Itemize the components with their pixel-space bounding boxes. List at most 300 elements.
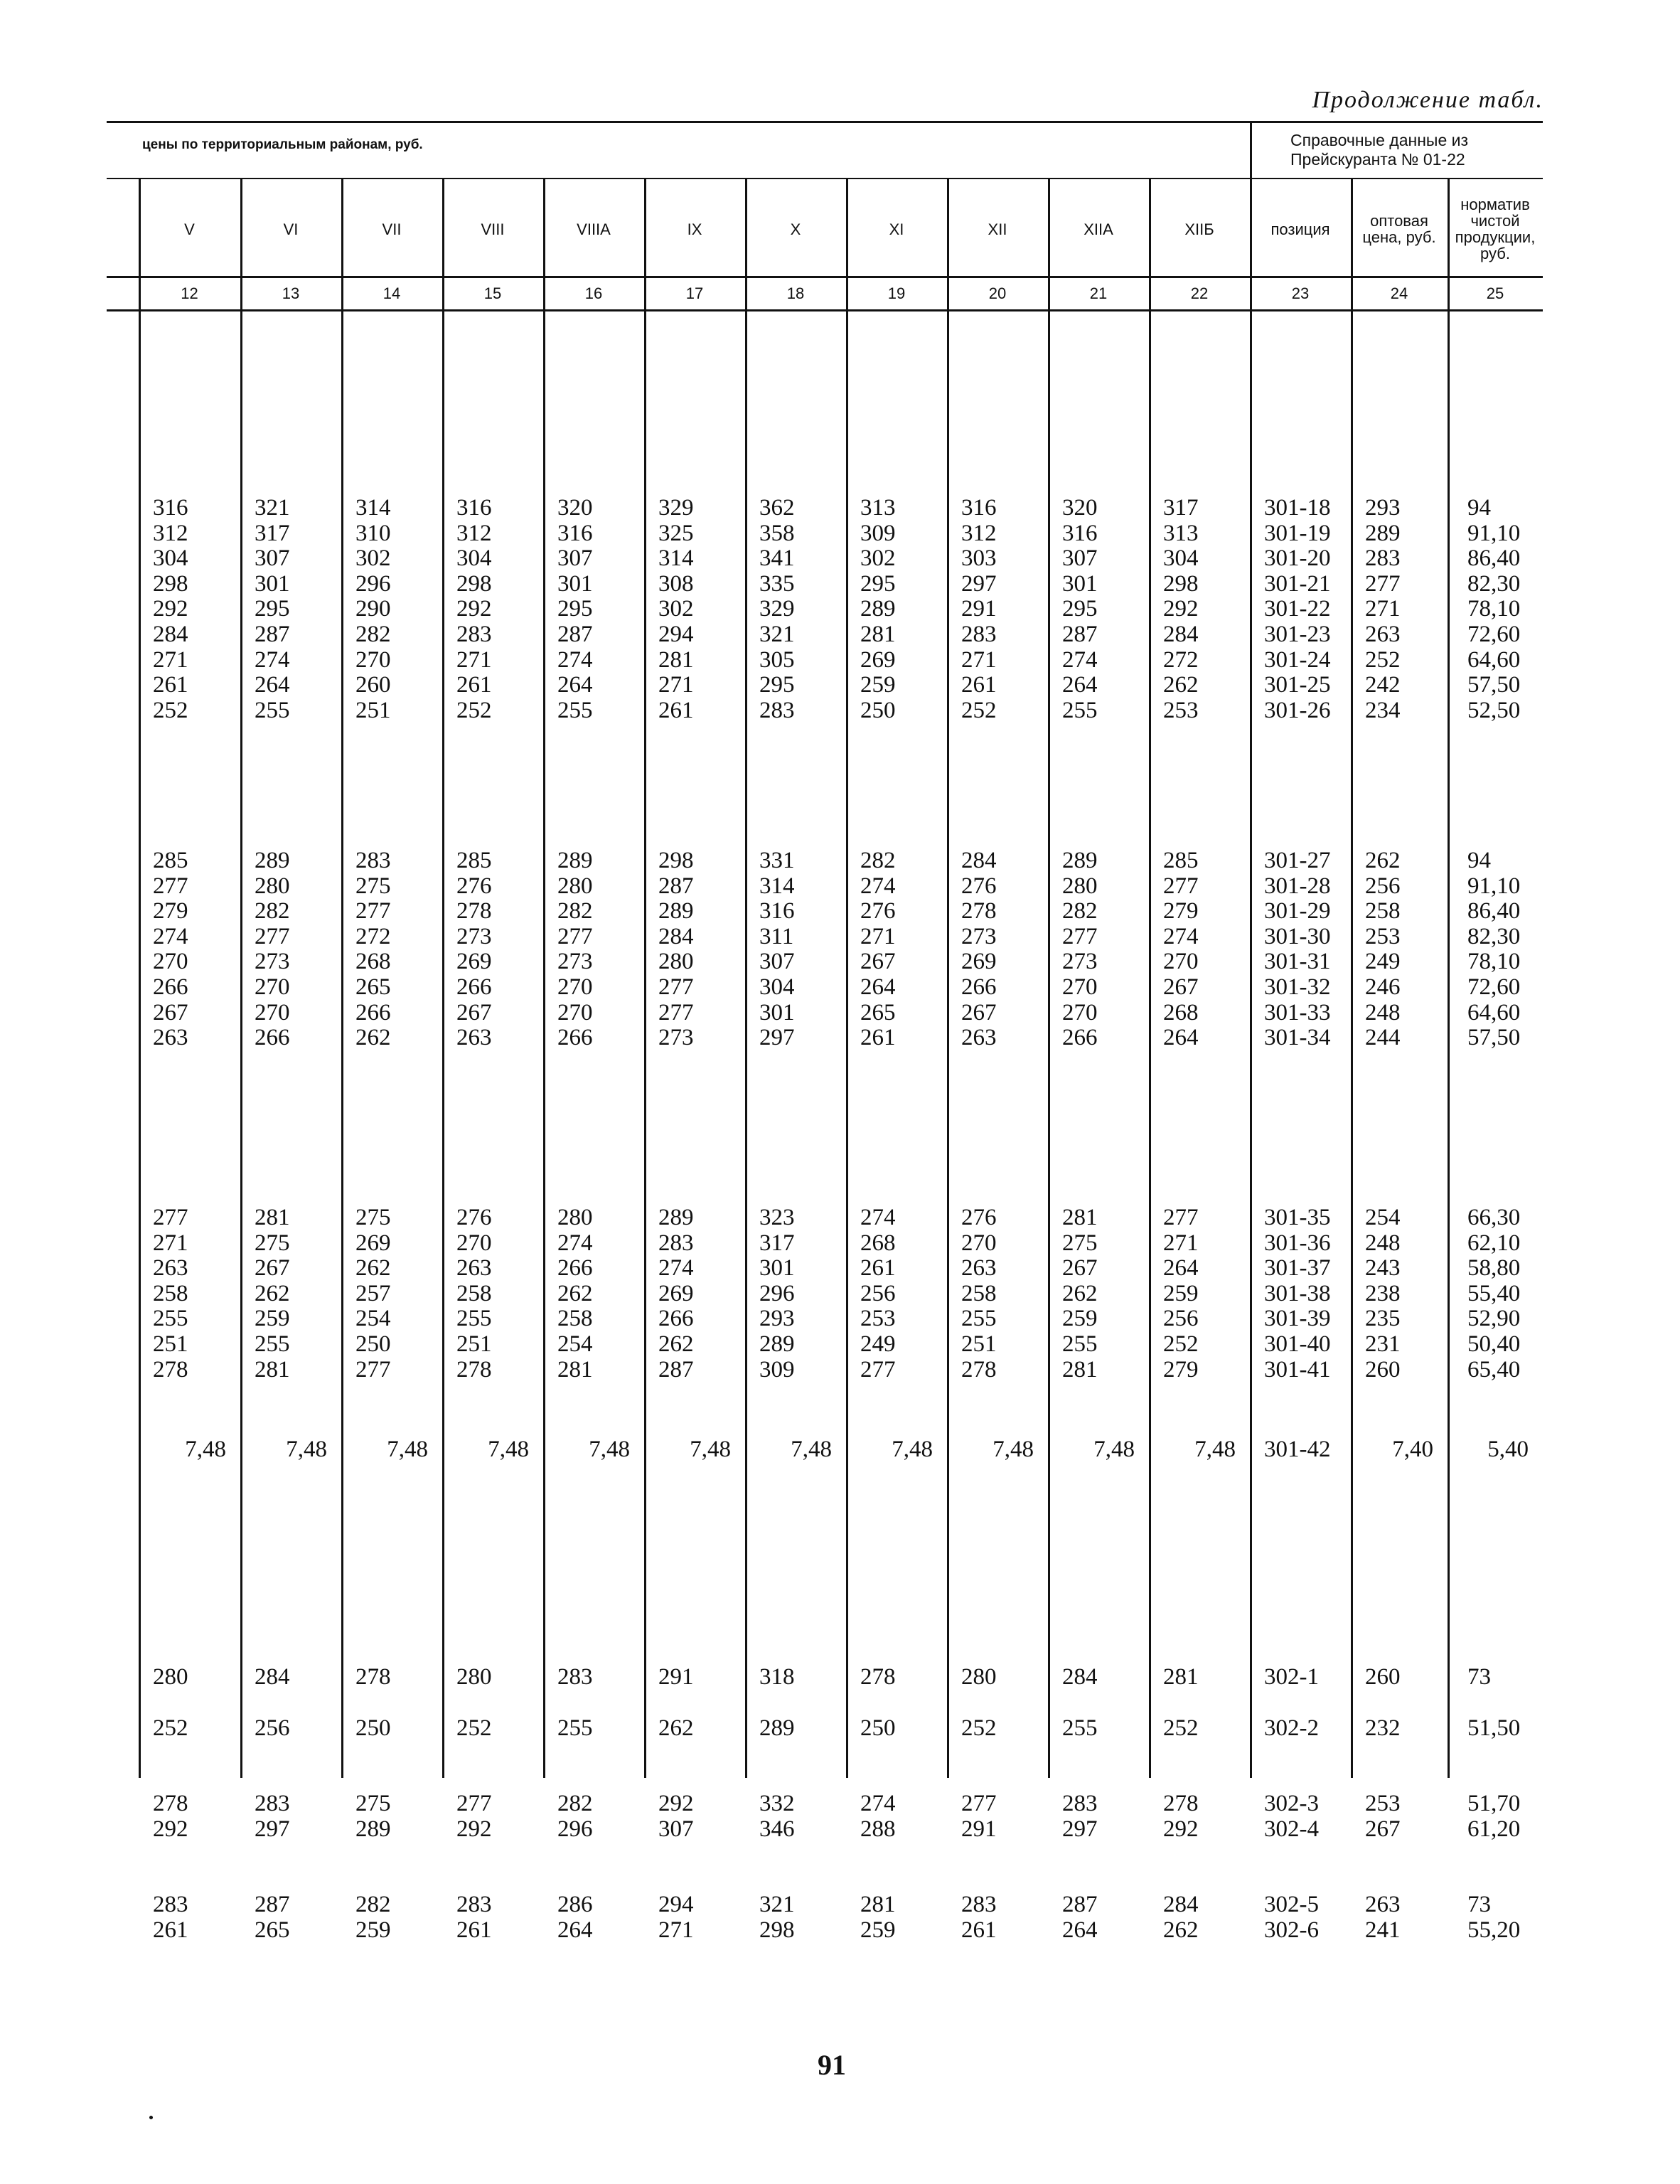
table-cell: 284: [255, 1664, 290, 1690]
column-header: VI: [283, 220, 299, 238]
table-cell: 289: [1062, 848, 1098, 873]
table-cell: 242: [1365, 672, 1401, 698]
table-cell: 267: [961, 999, 997, 1026]
table-cell: 7,48: [690, 1437, 731, 1462]
table-cell: 263: [153, 1255, 188, 1282]
continuation-title: Продолжение табл.: [1312, 87, 1543, 113]
column-number: 21: [1089, 284, 1108, 302]
table-cell: 73: [1467, 1892, 1491, 1917]
table-cell: 301-18: [1264, 495, 1331, 521]
table-cell: 314: [658, 545, 694, 572]
table-cell: 262: [355, 1025, 391, 1051]
table-cell: 7,48: [488, 1437, 529, 1462]
column-number: 23: [1291, 284, 1310, 302]
table-cell: 265: [860, 999, 896, 1026]
table-cell: 264: [255, 672, 290, 698]
table-cell: 296: [355, 570, 391, 597]
table-cell: 304: [153, 545, 188, 572]
table-cell: 262: [1163, 1917, 1199, 1943]
table-cell: 287: [255, 1892, 290, 1917]
column-number: 17: [685, 284, 704, 302]
table-cell: 280: [456, 1664, 492, 1690]
table-cell: 276: [456, 873, 492, 899]
table-cell: 316: [153, 495, 188, 521]
table-cell: 335: [759, 570, 795, 597]
table-cell: 277: [860, 1356, 896, 1383]
table-cell: 310: [355, 520, 391, 546]
table-cell: 255: [557, 697, 593, 723]
table-cell: 264: [557, 1917, 593, 1943]
table-cell: 294: [658, 622, 694, 647]
table-cell: 280: [255, 873, 290, 899]
table-cell: 262: [557, 1280, 593, 1306]
table-cell: 269: [658, 1280, 694, 1306]
table-cell: 263: [1365, 1892, 1401, 1917]
table-cell: 271: [153, 1230, 188, 1256]
table-cell: 297: [1062, 1816, 1098, 1842]
table-cell: 313: [860, 495, 896, 521]
column-header: IX: [687, 220, 702, 238]
table-cell: 273: [658, 1025, 694, 1051]
table-cell: 271: [658, 672, 694, 698]
table-cell: 303: [961, 545, 997, 572]
table-cell: 316: [456, 495, 492, 521]
table-cell: 254: [355, 1306, 391, 1332]
table-cell: 259: [255, 1306, 290, 1332]
table-cell: 267: [1062, 1255, 1098, 1282]
table-cell: 274: [557, 646, 593, 673]
table-cell: 283: [153, 1892, 188, 1917]
table-cell: 267: [1365, 1816, 1401, 1842]
table-cell: 264: [860, 974, 896, 1000]
table-cell: 270: [153, 949, 188, 975]
table-cell: 251: [961, 1331, 997, 1357]
table-cell: 292: [153, 1816, 188, 1842]
column-divider: [745, 178, 747, 1778]
table-cell: 277: [557, 923, 593, 949]
table-cell: 282: [860, 848, 896, 873]
table-cell: 7,48: [1093, 1437, 1135, 1462]
table-cell: 311: [759, 923, 794, 949]
column-header: норматив чистой продукции, руб.: [1455, 196, 1536, 262]
table-cell: 270: [1062, 999, 1098, 1026]
table-cell: 284: [1163, 1892, 1199, 1917]
table-cell: 309: [860, 520, 896, 546]
table-cell: 254: [1365, 1205, 1401, 1230]
table-cell: 256: [1163, 1306, 1199, 1332]
table-cell: 309: [759, 1356, 795, 1383]
table-cell: 283: [1365, 545, 1401, 572]
table-cell: 255: [153, 1306, 188, 1332]
column-header: X: [790, 220, 801, 238]
table-cell: 257: [355, 1280, 391, 1306]
table-cell: 246: [1365, 974, 1401, 1000]
table-cell: 271: [153, 646, 188, 673]
table-cell: 256: [255, 1715, 290, 1741]
table-cell: 283: [255, 1791, 290, 1816]
table-cell: 301-36: [1264, 1230, 1331, 1256]
table-cell: 301-29: [1264, 898, 1331, 925]
table-cell: 278: [153, 1356, 188, 1383]
column-number: 13: [282, 284, 300, 302]
table-cell: 292: [153, 596, 188, 622]
table-cell: 7,48: [993, 1437, 1034, 1462]
table-cell: 275: [355, 873, 391, 899]
table-cell: 297: [255, 1816, 290, 1842]
table-cell: 253: [1365, 923, 1401, 949]
table-cell: 281: [860, 622, 896, 647]
table-cell: 278: [456, 898, 492, 925]
table-cell: 321: [759, 622, 795, 647]
table-cell: 278: [153, 1791, 188, 1816]
table-cell: 296: [557, 1816, 593, 1842]
table-cell: 262: [255, 1280, 290, 1306]
table-cell: 270: [1062, 974, 1098, 1000]
table-cell: 280: [153, 1664, 188, 1690]
column-number: 24: [1390, 284, 1408, 302]
table-cell: 316: [759, 898, 795, 925]
column-number: 18: [786, 284, 805, 302]
table-cell: 262: [658, 1715, 694, 1741]
table-cell: 250: [860, 697, 896, 723]
table-cell: 274: [255, 646, 290, 673]
table-cell: 264: [1062, 1917, 1098, 1943]
table-cell: 301-26: [1264, 697, 1331, 723]
table-cell: 277: [355, 898, 391, 925]
table-cell: 287: [1062, 622, 1098, 647]
table-cell: 7,40: [1392, 1437, 1433, 1462]
table-cell: 292: [456, 1816, 492, 1842]
table-cell: 301-30: [1264, 923, 1331, 949]
table-cell: 277: [961, 1791, 997, 1816]
column-header: VII: [382, 220, 402, 238]
table-cell: 317: [759, 1230, 795, 1256]
table-cell: 266: [1062, 1025, 1098, 1051]
table-cell: 279: [1163, 1356, 1199, 1383]
table-cell: 289: [1365, 520, 1401, 546]
table-cell: 280: [557, 1205, 593, 1230]
table-cell: 259: [860, 672, 896, 698]
colhead-bottom-rule: [107, 276, 1543, 278]
table-cell: 281: [255, 1356, 290, 1383]
table-cell: 287: [1062, 1892, 1098, 1917]
table-cell: 270: [557, 999, 593, 1026]
table-cell: 279: [1163, 898, 1199, 925]
table-cell: 301-25: [1264, 672, 1331, 698]
table-cell: 268: [1163, 999, 1199, 1026]
table-cell: 295: [759, 672, 795, 698]
table-cell: 258: [456, 1280, 492, 1306]
table-cell: 266: [255, 1025, 290, 1051]
table-cell: 273: [557, 949, 593, 975]
column-number: 20: [988, 284, 1007, 302]
table-cell: 57,50: [1467, 672, 1521, 698]
table-cell: 252: [961, 1715, 997, 1741]
table-cell: 316: [961, 495, 997, 521]
column-header: оптовая цена, руб.: [1362, 212, 1436, 246]
table-cell: 94: [1467, 848, 1491, 873]
table-cell: 262: [1365, 848, 1401, 873]
table-cell: 290: [355, 596, 391, 622]
column-header: XI: [889, 220, 904, 238]
top-rule: [107, 121, 1543, 123]
table-cell: 296: [759, 1280, 795, 1306]
table-cell: 313: [1163, 520, 1199, 546]
table-cell: 253: [1163, 697, 1199, 723]
table-cell: 274: [1163, 923, 1199, 949]
table-cell: 302-1: [1264, 1664, 1319, 1690]
table-cell: 285: [1163, 848, 1199, 873]
column-divider: [543, 178, 545, 1778]
column-header: XIIБ: [1184, 220, 1214, 238]
table-cell: 307: [557, 545, 593, 572]
table-cell: 250: [355, 1331, 391, 1357]
table-cell: 317: [255, 520, 290, 546]
table-cell: 292: [1163, 1816, 1199, 1842]
table-cell: 318: [759, 1664, 795, 1690]
table-cell: 276: [456, 1205, 492, 1230]
table-cell: 273: [255, 949, 290, 975]
table-cell: 249: [1365, 949, 1401, 975]
table-cell: 304: [456, 545, 492, 572]
table-cell: 301-40: [1264, 1331, 1331, 1357]
header-rule: [107, 178, 1543, 179]
table-cell: 253: [860, 1306, 896, 1332]
table-cell: 72,60: [1467, 622, 1521, 647]
table-cell: 252: [153, 697, 188, 723]
table-cell: 282: [1062, 898, 1098, 925]
column-divider: [1048, 178, 1050, 1778]
column-number: 19: [887, 284, 906, 302]
table-cell: 270: [456, 1230, 492, 1256]
table-cell: 295: [255, 596, 290, 622]
table-cell: 91,10: [1467, 873, 1521, 899]
table-cell: 321: [759, 1892, 795, 1917]
table-cell: 256: [1365, 873, 1401, 899]
table-cell: 276: [961, 1205, 997, 1230]
table-cell: 270: [961, 1230, 997, 1256]
table-cell: 7,48: [791, 1437, 832, 1462]
table-cell: 277: [355, 1356, 391, 1383]
table-cell: 265: [355, 974, 391, 1000]
table-cell: 308: [658, 570, 694, 597]
table-cell: 280: [658, 949, 694, 975]
table-cell: 304: [759, 974, 795, 1000]
table-cell: 277: [153, 873, 188, 899]
table-cell: 283: [759, 697, 795, 723]
table-cell: 281: [860, 1892, 896, 1917]
table-cell: 302: [355, 545, 391, 572]
table-cell: 72,60: [1467, 974, 1521, 1000]
column-divider: [644, 178, 646, 1778]
table-cell: 289: [658, 1205, 694, 1230]
table-cell: 255: [557, 1715, 593, 1741]
table-cell: 232: [1365, 1715, 1401, 1741]
table-cell: 277: [658, 974, 694, 1000]
table-cell: 261: [153, 672, 188, 698]
table-cell: 270: [255, 974, 290, 1000]
table-cell: 281: [557, 1356, 593, 1383]
table-cell: 291: [658, 1664, 694, 1690]
table-cell: 289: [557, 848, 593, 873]
table-cell: 295: [1062, 596, 1098, 622]
column-header: позиция: [1270, 220, 1330, 238]
table-cell: 94: [1467, 495, 1491, 521]
table-cell: 266: [658, 1306, 694, 1332]
table-cell: 283: [1062, 1791, 1098, 1816]
table-cell: 289: [255, 848, 290, 873]
table-cell: 234: [1365, 697, 1401, 723]
table-cell: 301-35: [1264, 1205, 1331, 1230]
table-cell: 302-2: [1264, 1715, 1319, 1741]
table-cell: 316: [1062, 520, 1098, 546]
table-cell: 286: [557, 1892, 593, 1917]
table-cell: 269: [456, 949, 492, 975]
table-cell: 7,48: [589, 1437, 630, 1462]
table-cell: 323: [759, 1205, 795, 1230]
column-header: VIIIA: [577, 220, 611, 238]
table-cell: 7,48: [286, 1437, 327, 1462]
table-cell: 277: [456, 1791, 492, 1816]
table-cell: 301: [255, 570, 290, 597]
table-cell: 251: [153, 1331, 188, 1357]
table-cell: 284: [153, 622, 188, 647]
table-cell: 281: [1062, 1205, 1098, 1230]
table-cell: 297: [961, 570, 997, 597]
table-cell: 273: [1062, 949, 1098, 975]
table-cell: 266: [355, 999, 391, 1026]
column-divider: [1149, 178, 1151, 1778]
table-cell: 298: [658, 848, 694, 873]
column-number: 25: [1486, 284, 1504, 302]
table-cell: 241: [1365, 1917, 1401, 1943]
table-cell: 82,30: [1467, 923, 1521, 949]
table-cell: 294: [658, 1892, 694, 1917]
table-cell: 250: [355, 1715, 391, 1741]
table-cell: 301-41: [1264, 1356, 1331, 1383]
table-cell: 292: [1163, 596, 1199, 622]
table-cell: 277: [1062, 923, 1098, 949]
table-cell: 270: [255, 999, 290, 1026]
table-cell: 262: [1062, 1280, 1098, 1306]
table-cell: 314: [759, 873, 795, 899]
table-cell: 258: [153, 1280, 188, 1306]
table-cell: 263: [153, 1025, 188, 1051]
table-cell: 274: [860, 1791, 896, 1816]
table-cell: 231: [1365, 1331, 1401, 1357]
table-cell: 274: [153, 923, 188, 949]
table-cell: 278: [456, 1356, 492, 1383]
table-cell: 57,50: [1467, 1025, 1521, 1051]
table-cell: 307: [1062, 545, 1098, 572]
table-cell: 82,30: [1467, 570, 1521, 597]
table-cell: 248: [1365, 1230, 1401, 1256]
table-cell: 278: [355, 1664, 391, 1690]
table-cell: 73: [1467, 1664, 1491, 1690]
table-cell: 281: [1062, 1356, 1098, 1383]
table-cell: 273: [961, 923, 997, 949]
table-cell: 312: [153, 520, 188, 546]
table-cell: 287: [658, 1356, 694, 1383]
table-cell: 285: [153, 848, 188, 873]
table-cell: 255: [961, 1306, 997, 1332]
table-cell: 50,40: [1467, 1331, 1521, 1357]
table-cell: 252: [1163, 1331, 1199, 1357]
table-cell: 289: [759, 1331, 795, 1357]
table-cell: 252: [456, 697, 492, 723]
table-cell: 261: [961, 672, 997, 698]
column-header: VIII: [481, 220, 505, 238]
table-cell: 255: [255, 697, 290, 723]
table-cell: 277: [658, 999, 694, 1026]
table-cell: 263: [456, 1025, 492, 1051]
table-cell: 301: [557, 570, 593, 597]
table-cell: 301-28: [1264, 873, 1331, 899]
table-cell: 301: [1062, 570, 1098, 597]
table-cell: 301: [759, 999, 795, 1026]
table-cell: 235: [1365, 1306, 1401, 1332]
table-cell: 283: [355, 848, 391, 873]
table-cell: 301-38: [1264, 1280, 1331, 1306]
table-cell: 293: [1365, 495, 1401, 521]
table-cell: 51,50: [1467, 1715, 1521, 1741]
table-cell: 66,30: [1467, 1205, 1521, 1230]
table-cell: 255: [1062, 1331, 1098, 1357]
table-cell: 7,48: [185, 1437, 226, 1462]
table-cell: 301-23: [1264, 622, 1331, 647]
table-cell: 301-39: [1264, 1306, 1331, 1332]
table-cell: 261: [153, 1917, 188, 1943]
table-cell: 7,48: [892, 1437, 933, 1462]
column-divider: [442, 178, 444, 1778]
table-cell: 281: [658, 646, 694, 673]
table-cell: 256: [860, 1280, 896, 1306]
table-cell: 86,40: [1467, 545, 1521, 572]
table-cell: 301-42: [1264, 1437, 1331, 1462]
table-cell: 274: [860, 873, 896, 899]
column-number: 22: [1190, 284, 1209, 302]
column-header: XII: [988, 220, 1007, 238]
table-cell: 268: [355, 949, 391, 975]
table-cell: 253: [1365, 1791, 1401, 1816]
table-cell: 251: [456, 1331, 492, 1357]
table-cell: 260: [1365, 1664, 1401, 1690]
table-cell: 301-31: [1264, 949, 1331, 975]
table-cell: 55,20: [1467, 1917, 1521, 1943]
table-cell: 280: [557, 873, 593, 899]
table-cell: 278: [961, 1356, 997, 1383]
table-cell: 238: [1365, 1280, 1401, 1306]
table-cell: 301-32: [1264, 974, 1331, 1000]
table-cell: 254: [557, 1331, 593, 1357]
table-cell: 86,40: [1467, 898, 1521, 925]
table-cell: 272: [1163, 646, 1199, 673]
table-cell: 7,48: [387, 1437, 428, 1462]
table-cell: 304: [1163, 545, 1199, 572]
table-cell: 283: [557, 1664, 593, 1690]
table-cell: 272: [355, 923, 391, 949]
table-cell: 264: [557, 672, 593, 698]
table-cell: 263: [961, 1255, 997, 1282]
table-cell: 307: [759, 949, 795, 975]
table-cell: 271: [456, 646, 492, 673]
column-divider: [1448, 178, 1450, 1778]
table-cell: 91,10: [1467, 520, 1521, 546]
table-cell: 302: [860, 545, 896, 572]
table-cell: 52,50: [1467, 697, 1521, 723]
table-cell: 301-37: [1264, 1255, 1331, 1282]
table-cell: 260: [1365, 1356, 1401, 1383]
